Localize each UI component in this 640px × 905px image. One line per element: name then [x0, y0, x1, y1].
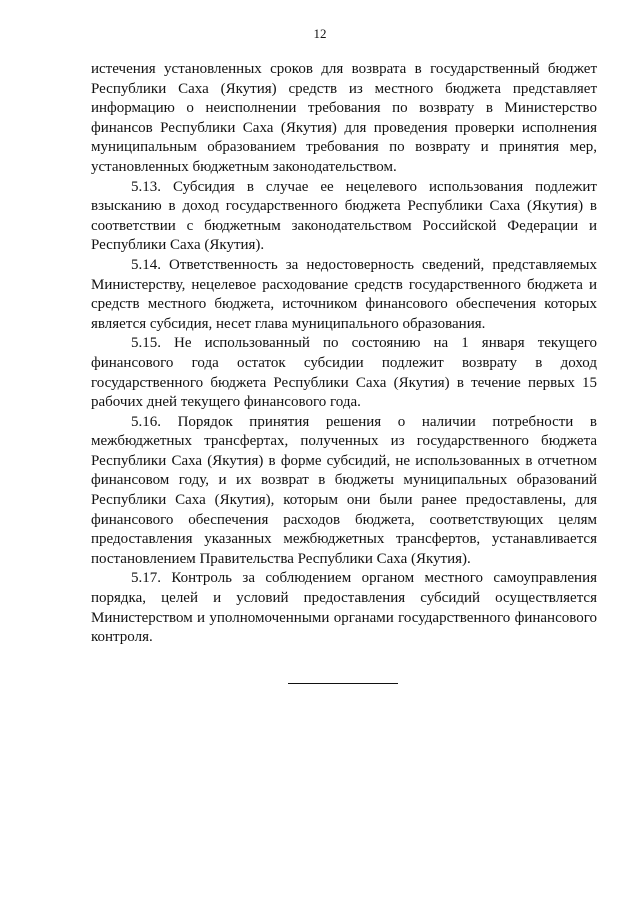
paragraph-text: Не использованный по состоянию на 1 января текущего финансового года остаток субсидии подлежит возврату в доход государственного бюджета Республики Саха (Якутия) в течение первых 15 рабочих дней текущего финансового года. [91, 335, 597, 411]
end-divider-line [288, 683, 398, 684]
paragraph-continuation [91, 60, 597, 178]
paragraph-5-16 [91, 413, 597, 570]
paragraph-text: Контроль за соблюдением органом местного самоуправления порядка, целей и условий предоставления субсидий осуществляется Министерством и уполномоченными органами государственного финансового контроля. [91, 570, 597, 646]
paragraph-number: 5.17. [131, 570, 161, 587]
paragraph-number: 5.15. [131, 335, 161, 352]
paragraph-5-13 [91, 178, 597, 256]
paragraph-number: 5.13. [131, 178, 161, 195]
paragraph-5-15 [91, 334, 597, 412]
paragraph-5-17 [91, 569, 597, 647]
paragraph-5-14 [91, 256, 597, 334]
paragraph-number: 5.16. [131, 413, 161, 430]
paragraph-text: Порядок принятия решения о наличии потребности в межбюджетных трансфертах, полученных из государственного бюджета Республики Саха (Якутия) в форме субсидий, не использованных в отчетном финансовом году, и их возврат в бюджеты муниципальных образований Республики Саха (Якутия), которым они были ранее предоставлены, для финансового обеспечения расходов бюджета, соответствующих целям предоставления указанных межбюджетных трансфертов, устанавливается постановлением Правительства Республики Саха (Якутия). [91, 413, 597, 567]
paragraph-text: истечения установленных сроков для возврата в государственный бюджет Республики Саха (Якутия) средств из местного бюджета представляет информацию о неисполнении требования по возврату в Министерство финансов Республики Саха (Якутия) для проведения проверки исполнения муниципальным образованием требования по возврату и принятия мер, установленных бюджетным законодательством. [91, 61, 597, 175]
page-number: 12 [313, 26, 327, 41]
paragraph-text: Ответственность за недостоверность сведений, представляемых Министерству, нецелевое расходование средств государственного бюджета и средств местного бюджета, источником финансового обеспечения которых является субсидия, несет глава муниципального образования. [91, 256, 597, 332]
document-body [91, 60, 597, 648]
paragraph-text: Субсидия в случае ее нецелевого использования подлежит взысканию в доход государственного бюджета Республики Саха (Якутия) в соответствии с бюджетным законодательством Российской Федерации и Республики Саха (Якутия). [91, 178, 597, 254]
paragraph-number: 5.14. [131, 256, 161, 273]
